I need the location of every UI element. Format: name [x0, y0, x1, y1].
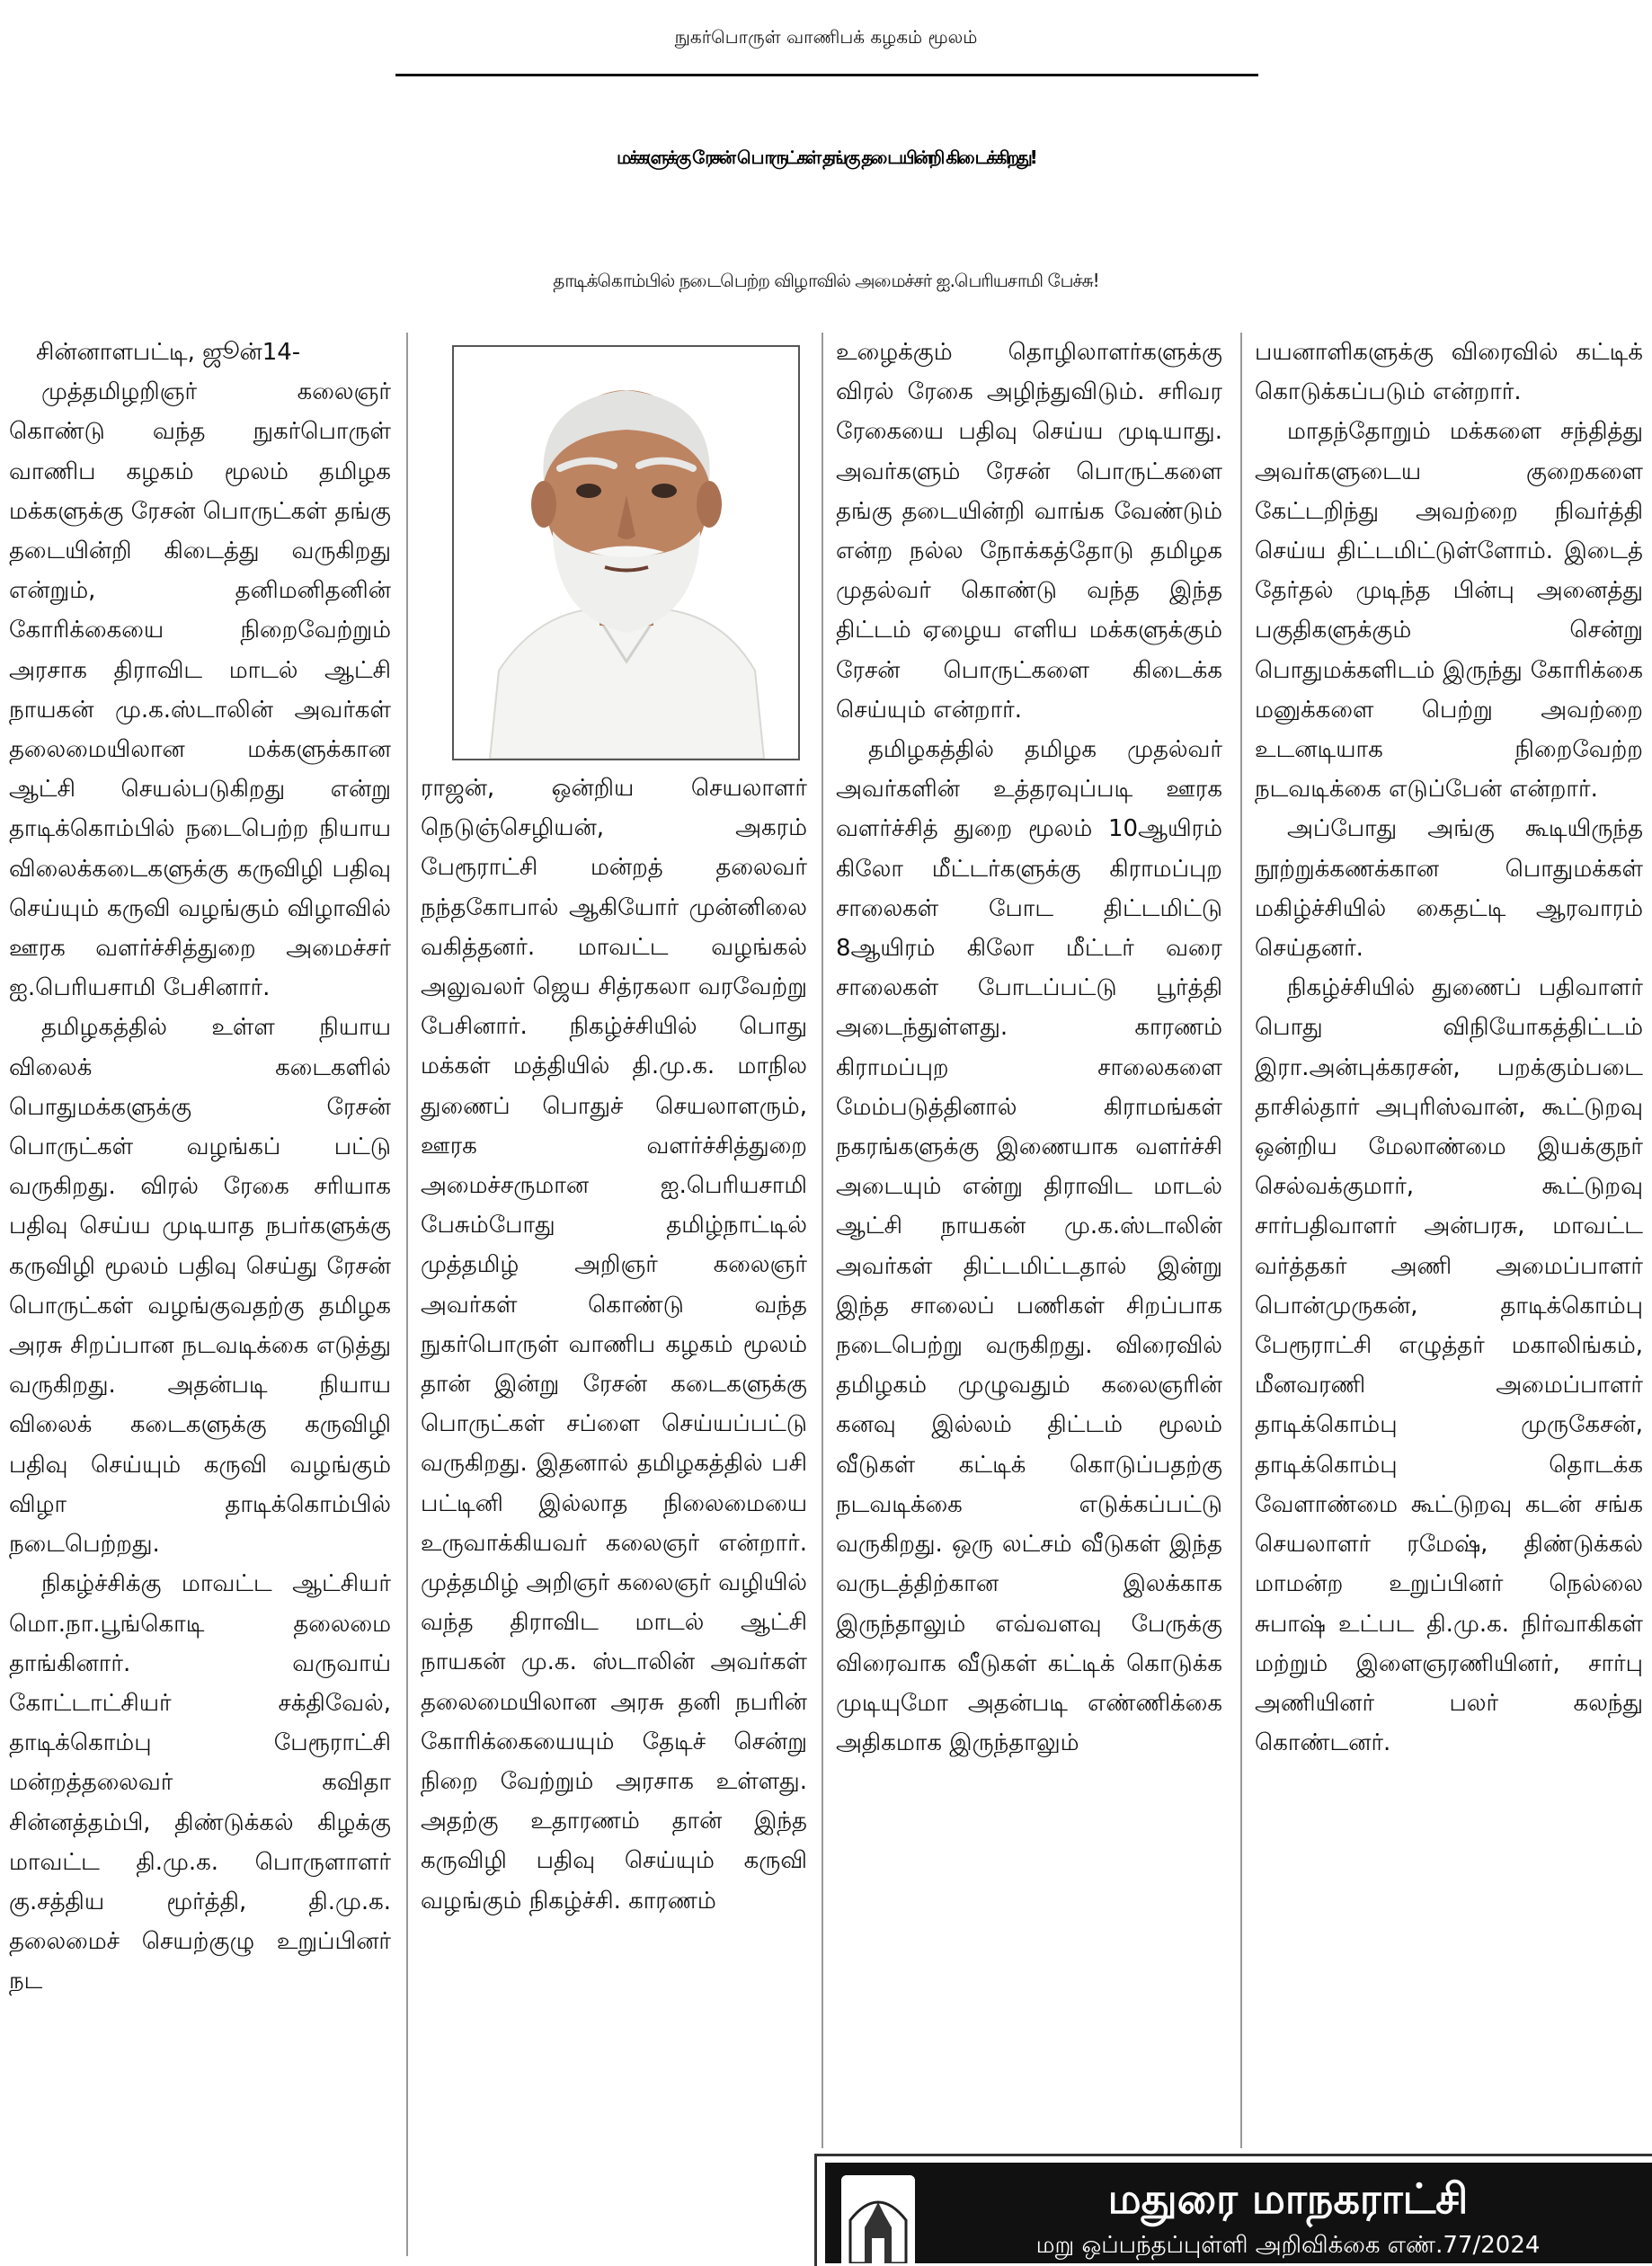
article-column-4: [1255, 333, 1643, 2148]
kicker-underline: [395, 74, 1258, 76]
article-paragraph: முத்தமிழறிஞர் கலைஞர் கொண்டு வந்த நுகர்பொருள் வாணிப கழகம் மூலம் தமிழக மக்களுக்கு ரேசன் பொருட்கள் தங்கு தடையின்றி கிடைத்து வருகிறது என்றும், தனிமனிதனின் கோரிக்கையை நிறைவேற்றும் அரசாக திராவிட மாடல் ஆட்சி நாயகன் மு.க.ஸ்டாலின் அவர்கள் தலைமையிலான மக்களுக்கான ஆட்சி செயல்படுகிறது என்று தாடிக்கொம்பில் நடைபெற்ற நியாய விலைக்கடைகளுக்கு கருவிழி பதிவு செய்யும் கருவி வழங்கும் விழாவில் ஊரக வளர்ச்சித்துறை அமைச்சர் ஐ.பெரியசாமி பேசினார்.: [9, 378, 391, 1002]
article-paragraph: நிகழ்ச்சியில் துணைப் பதிவாளர் பொது விநியோகத்திட்டம் இரா.அன்புக்கரசன், பறக்கும்படை தாசில்தார் அபுரிஸ்வான், கூட்டுறவு ஒன்றிய மேலாண்மை இயக்குநர் செல்வக்குமார், கூட்டுறவு சார்பதிவாளர் அன்பரசு, மாவட்ட வர்த்தகர் அணி அமைப்பாளர் பொன்முருகன், தாடிக்கொம்பு பேரூராட்சி எழுத்தர் மகாலிங்கம், மீனவரணி அமைப்பாளர் தாடிக்கொம்பு முருகேசன், தாடிக்கொம்பு தொடக்க வேளாண்மை கூட்டுறவு கடன் சங்க செயலாளர் ரமேஷ், திண்டுக்கல் மாமன்ற உறுப்பினர் நெல்லை சுபாஷ் உட்பட தி.மு.க. நிர்வாகிகள் மற்றும் இளைஞரணியினர், சார்பு அணியினர் பலர் கலந்து கொண்டனர்.: [1255, 974, 1643, 1757]
headline: மக்களுக்கு ரேசன் பொருட்கள் தங்கு தடையின்றி கிடைக்கிறது!: [617, 147, 1035, 168]
article-paragraph: தமிழகத்தில் உள்ள நியாய விலைக் கடைகளில் பொதுமக்களுக்கு ரேசன் பொருட்கள் வழங்கப் பட்டு வருகிறது. விரல் ரேகை சரியாக பதிவு செய்ய முடியாத நபர்களுக்கு கருவிழி மூலம் பதிவு செய்து ரேசன் பொருட்கள் வழங்குவதற்கு தமிழக அரசு சிறப்பான நடவடிக்கை எடுத்து வருகிறது. அதன்படி நியாய விலைக் கடைகளுக்கு கருவிழி பதிவு செய்யும் கருவி வழங்கும் விழா தாடிக்கொம்பில் நடைபெற்றது.: [9, 1014, 391, 1559]
kicker: நுகர்பொருள் வாணிபக் கழகம் மூலம்: [674, 26, 978, 48]
article-paragraph: பயனாளிகளுக்கு விரைவில் கட்டிக் கொடுக்கப்படும் என்றார்.: [1255, 339, 1643, 406]
article-paragraph: மாதந்தோறும் மக்களை சந்தித்து அவர்களுடைய குறைகளை கேட்டறிந்து அவற்றை நிவர்த்தி செய்ய திட்டமிட்டுள்ளோம். இடைத் தேர்தல் முடிந்த பின்பு அனைத்து பகுதிகளுக்கும் சென்று பொதுமக்களிடம் இருந்து கோரிக்கை மனுக்களை பெற்று அவற்றை உடனடியாக நிறைவேற்ற நடவடிக்கை எடுப்பேன் என்றார்.: [1255, 418, 1643, 804]
article-paragraph: உழைக்கும் தொழிலாளர்களுக்கு விரல் ரேகை அழிந்துவிடும். சரிவர ரேகையை பதிவு செய்ய முடியாது. அவர்களும் ரேசன் பொருட்களை தங்கு தடையின்றி வாங்க வேண்டும் என்ற நல்ல நோக்கத்தோடு தமிழக முதல்வர் கொண்டு வந்த இந்த திட்டம் ஏழைய எளிய மக்களுக்கும் ரேசன் பொருட்களை கிடைக்க செய்யும் என்றார்.: [836, 339, 1222, 724]
article-paragraph: ராஜன், ஒன்றிய செயலாளர் நெடுஞ்செழியன், அகரம் பேரூராட்சி மன்றத் தலைவர் நந்தகோபால் ஆகியோர் முன்னிலை வகித்தனர். மாவட்ட வழங்கல் அலுவலர் ஜெய சித்ரகலா வரவேற்று பேசினார். நிகழ்ச்சியில் பொது மக்கள் மத்தியில் தி.மு.க. மாநில துணைப் பொதுச் செயலாளரும், ஊரக வளர்ச்சித்துறை அமைச்சருமான ஐ.பெரியசாமி பேசும்போது தமிழ்நாட்டில் முத்தமிழ் அறிஞர் கலைஞர் அவர்கள் கொண்டு வந்த நுகர்பொருள் வாணிப கழகம் மூலம் தான் இன்று ரேசன் கடைகளுக்கு பொருட்கள் சப்ளை செய்யப்பட்டு வருகிறது. இதனால் தமிழகத்தில் பசி பட்டினி இல்லாத நிலைமையை உருவாக்கியவர் கலைஞர் என்றார். முத்தமிழ் அறிஞர் கலைஞர் வழியில் வந்த திராவிட மாடல் ஆட்சி நாயகன் மு.க. ஸ்டாலின் அவர்கள் தலைமையிலான அரசு தனி நபரின் கோரிக்கையையும் தேடிச் சென்று நிறை வேற்றும் அரசாக உள்ளது. அதற்கு உதாரணம் தான் இந்த கருவிழி பதிவு செய்யும் கருவி வழங்கும் நிகழ்ச்சி. காரணம்: [421, 775, 807, 1915]
article-column-1: [9, 333, 391, 2256]
article-paragraph: அப்போது அங்கு கூடியிருந்த நூற்றுக்கணக்கான பொதுமக்கள் மகிழ்ச்சியில் கைதட்டி ஆரவாரம் செய்தனர்.: [1255, 815, 1643, 963]
subheadline: தாடிக்கொம்பில் நடைபெற்ற விழாவில் அமைச்சர் ஐ.பெரியசாமி பேச்சு!: [553, 270, 1099, 291]
article-paragraph: தமிழகத்தில் தமிழக முதல்வர் அவர்களின் உத்தரவுப்படி ஊரக வளர்ச்சித் துறை மூலம் 10ஆயிரம் கிலோ மீட்டர்களுக்கு கிராமப்புற சாலைகள் போட திட்டமிட்டு 8ஆயிரம் கிலோ மீட்டர் வரை சாலைகள் போடப்பட்டு பூர்த்தி அடைந்துள்ளது. காரணம் கிராமப்புற சாலைகளை மேம்படுத்தினால் கிராமங்கள் நகரங்களுக்கு இணையாக வளர்ச்சி அடையும் என்று திராவிட மாடல் ஆட்சி நாயகன் மு.க.ஸ்டாலின் அவர்கள் திட்டமிட்டதால் இன்று இந்த சாலைப் பணிகள் சிறப்பாக நடைபெற்று வருகிறது. விரைவில் தமிழகம் முழுவதும் கலைஞரின் கனவு இல்லம் திட்டம் மூலம் வீடுகள் கட்டிக் கொடுப்பதற்கு நடவடிக்கை எடுக்கப்பட்டு வருகிறது. ஒரு லட்சம் வீடுகள் இந்த வருடத்திற்கான இலக்காக இருந்தாலும் எவ்வளவு பேருக்கு விரைவாக வீடுகள் கட்டிக் கொடுக்க முடியுமோ அதன்படி எண்ணிக்கை அதிகமாக இருந்தாலும்: [836, 736, 1222, 1757]
column-rule: [822, 333, 823, 2148]
column-rule: [406, 333, 408, 2256]
dateline: சின்னாளபட்டி, ஜூன்14-: [36, 339, 301, 366]
portrait-image: [454, 347, 798, 759]
corporation-emblem-icon: [841, 2175, 915, 2263]
advertisement-title: மதுரை மாநகராட்சி: [1107, 2174, 1469, 2223]
article-paragraph: நிகழ்ச்சிக்கு மாவட்ட ஆட்சியர் மொ.நா.பூங்கொடி தலைமை தாங்கினார். வருவாய் கோட்டாட்சியர் சக்திவேல், தாடிக்கொம்பு பேரூராட்சி மன்றத்தலைவர் கவிதா சின்னத்தம்பி, திண்டுக்கல் கிழக்கு மாவட்ட தி.மு.க. பொருளாளர் கு.சத்திய மூர்த்தி, தி.மு.க. தலைமைச் செயற்குழு உறுப்பினர் நட: [9, 1570, 391, 1995]
column-rule: [1240, 333, 1242, 2148]
article-column-3: [836, 333, 1222, 2256]
article-column-2: [421, 769, 807, 2256]
advertisement-banner: [825, 2163, 1652, 2263]
minister-photo: [452, 345, 800, 760]
advertisement-subtitle: மறு ஒப்பந்தப்புள்ளி அறிவிக்கை எண்.77/2024: [1035, 2232, 1541, 2259]
